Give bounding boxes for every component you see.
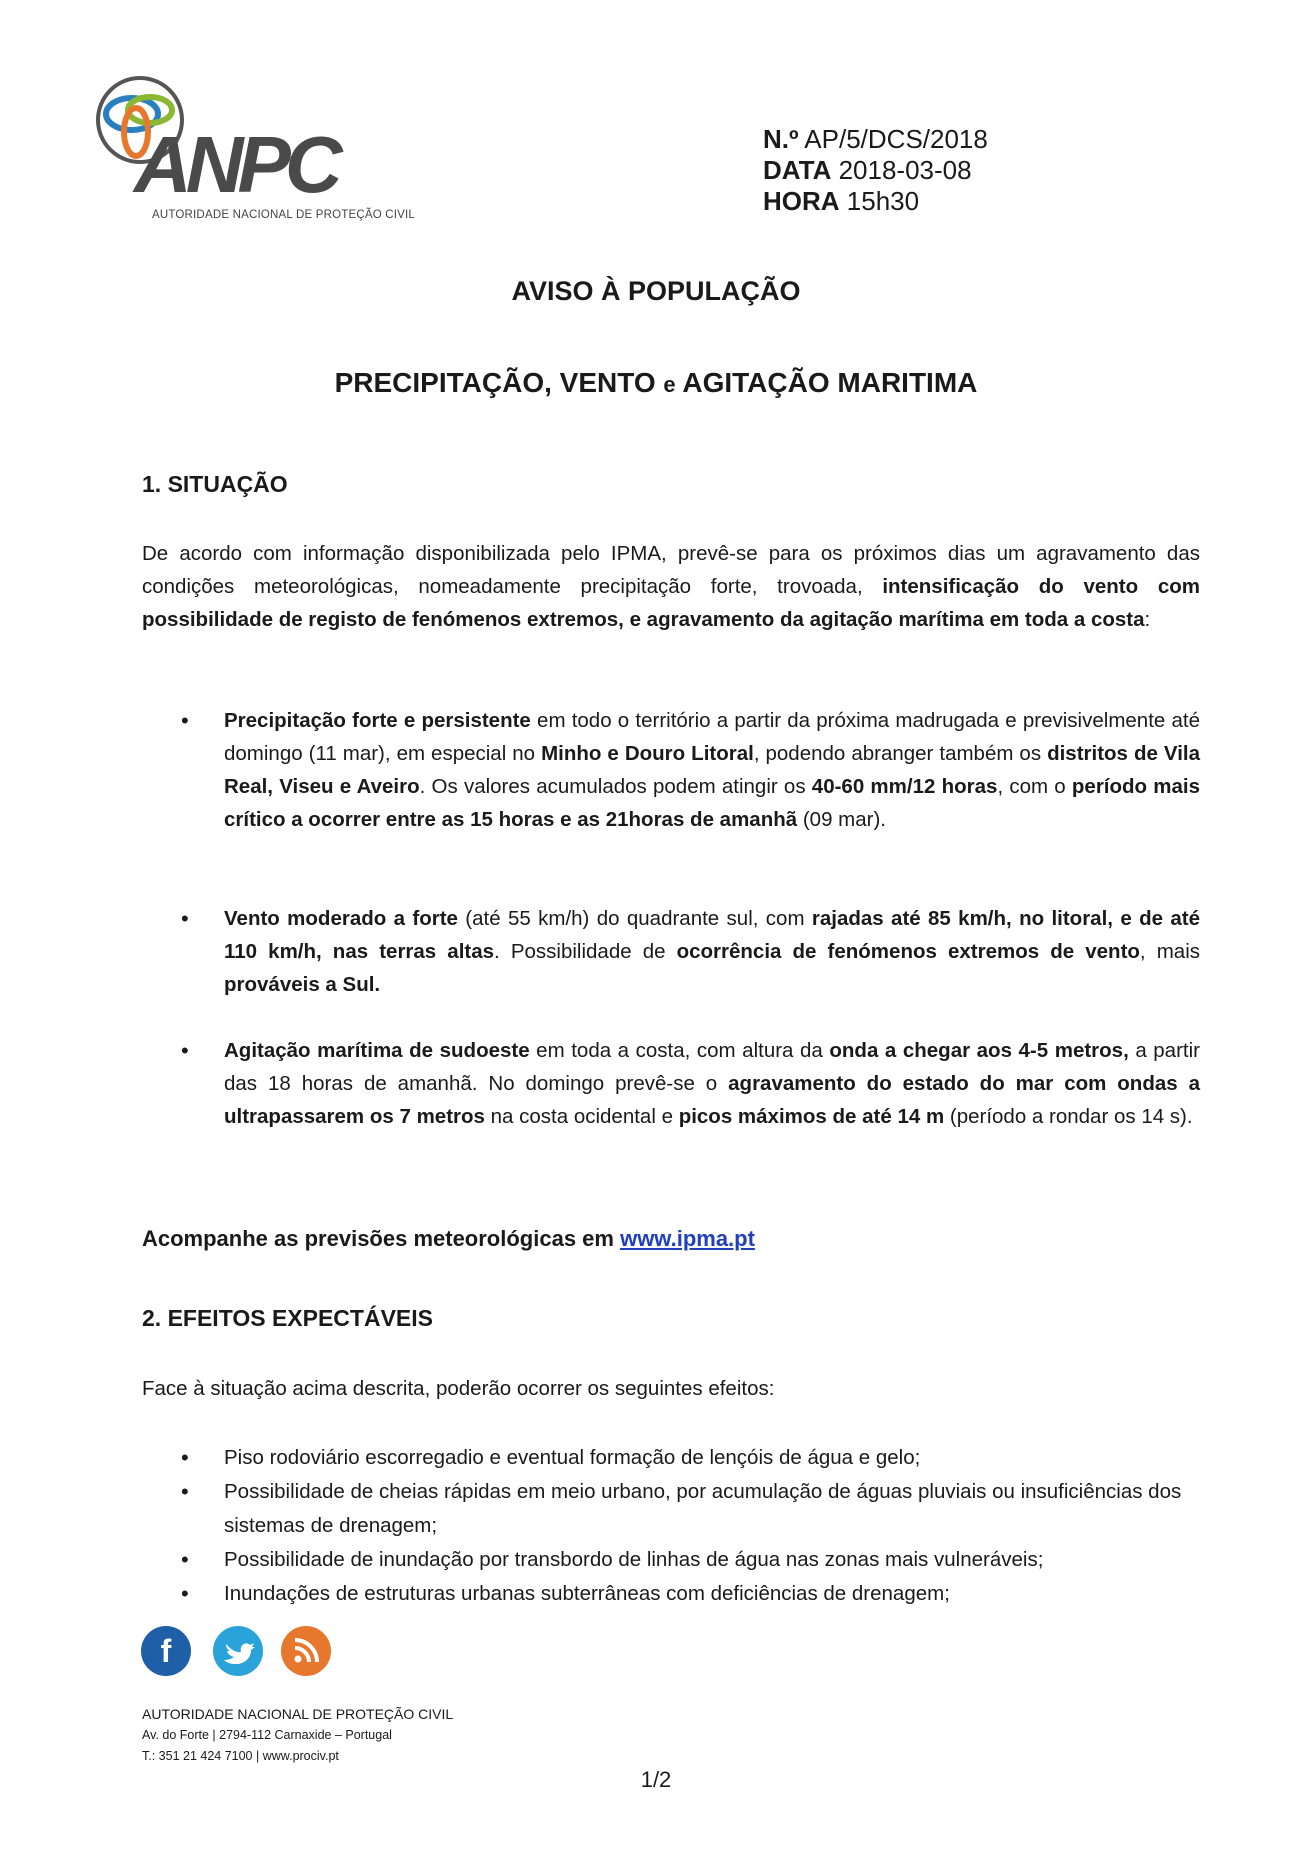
number-value: AP/5/DCS/2018 [804,124,988,154]
page-title: AVISO À POPULAÇÃO [511,276,801,306]
section-2-heading: 2. EFEITOS EXPECTÁVEIS [142,1305,433,1331]
text-run: (09 mar). [797,808,886,831]
date-label: DATA [763,155,832,185]
bold-text-run: 40-60 mm/12 horas [811,775,998,798]
svg-text:f: f [160,1633,172,1669]
list-item-text: Piso rodoviário escorregadio e eventual formação de lençóis de água e gelo; [224,1446,921,1469]
subtitle-part-2: e [663,372,676,397]
bullet-text [224,1039,1200,1128]
footer-contact: T.: 351 21 424 7100 | www.prociv.pt [142,1749,339,1763]
list-item [181,1475,1200,1543]
rss-button[interactable] [281,1626,331,1676]
list-item-text: Inundações de estruturas urbanas subterrâneas com deficiências de drenagem; [224,1582,950,1605]
bullet-dot: • [181,708,189,733]
text-run: , podendo abranger também os [753,742,1048,765]
date-value: 2018-03-08 [838,155,972,185]
text-run: (até 55 km/h) do quadrante sul, com [457,907,812,930]
bullet-text [224,709,1200,831]
bullet-dot: • [181,1547,189,1572]
time-value: 15h30 [846,186,920,216]
meta-number [763,124,988,155]
meta-time [763,186,988,217]
text-run: . Possibilidade de [494,940,677,963]
number-label: N.º [763,124,799,154]
footer-org: AUTORIDADE NACIONAL DE PROTEÇÃO CIVIL [142,1706,454,1722]
page-number: 1/2 [640,1767,672,1792]
text-run: na costa ocidental e [484,1105,679,1128]
page-footer [142,1704,453,1767]
text-run: De acordo com informação disponibilizada pelo IPMA, prevê-se para os próximos dias um agravamento das condições meteorológicas, nomeadamente precipitação forte, trovoada, [142,542,1200,598]
bold-text-run: agravamento do estado do mar com ondas a ultrapassarem os 7 metros [224,1072,1200,1128]
bold-text-run: rajadas até 85 km/h, no litoral, e de até 110 km/h, nas terras altas [224,907,1200,963]
bold-text-run: Minho e Douro Litoral [541,742,754,765]
logo-subtitle: AUTORIDADE NACIONAL DE PROTEÇÃO CIVIL [152,209,416,221]
bold-text-run: Precipitação forte e persistente [224,709,531,732]
subtitle-part-3: AGITAÇÃO MARITIMA [675,367,978,398]
text-run: em toda a costa, com altura da [529,1039,830,1062]
anpc-emblem-icon [86,76,426,206]
bullet-dot: • [181,1581,189,1606]
bold-text-run: onda a chegar aos 4-5 metros, [829,1039,1129,1062]
section-1-heading: 1. SITUAÇÃO [142,471,288,497]
facebook-icon [141,1626,191,1676]
bold-text-run: distritos de Vila Real, Viseu e Aveiro [224,742,1200,798]
list-item [181,1441,1200,1475]
bullet-text [224,907,1200,996]
list-item-text: Possibilidade de inundação por transbordo de linhas de água nas zonas mais vulneráveis; [224,1548,1044,1571]
section-2-intro: Face à situação acima descrita, poderão ocorrer os seguintes efeitos: [142,1377,775,1400]
logo-wordmark: ANPC [134,120,337,206]
text-run: a partir das 18 horas de amanhã. No domingo prevê-se o [224,1039,1200,1095]
list-item [181,1577,1200,1611]
forecast-link-line [142,1226,755,1252]
anpc-logo [86,76,426,228]
twitter-icon [213,1626,263,1676]
facebook-button[interactable] [141,1626,191,1676]
twitter-button[interactable] [213,1626,263,1676]
text-run: em todo o território a partir da próxima madrugada e previsivelmente até domingo (11 mar), em especial no [224,709,1200,765]
bullet-dot: • [181,1445,189,1470]
rss-icon [281,1626,331,1676]
follow-text: Acompanhe as previsões meteorológicas em [142,1226,621,1251]
list-item [181,1543,1200,1577]
bold-text-run: Agitação marítima de sudoeste [224,1039,530,1062]
bullet-precipitation [181,704,1200,836]
footer-address: Av. do Forte | 2794-112 Carnaxide – Portugal [142,1728,392,1742]
meta-date [763,155,988,186]
document-meta [763,124,988,217]
section-1-intro [142,537,1200,636]
list-item-text: Possibilidade de cheias rápidas em meio urbano, por acumulação de águas pluviais ou insuficiências dos sistemas de drenagem; [224,1480,1182,1537]
bullet-dot: • [181,1479,189,1504]
bold-text-run: picos máximos de até 14 m [678,1105,945,1128]
bold-text-run: ocorrência de fenómenos extremos de vento [676,940,1140,963]
text-run: , mais [1139,940,1200,963]
page-subtitle [0,367,1312,399]
bold-text-run: período mais crítico a ocorrer entre as 15 horas e as 21horas de amanhã [224,775,1200,831]
bullet-dot: • [181,1038,189,1063]
bold-text-run: prováveis a Sul. [224,973,381,996]
bullet-wind [181,902,1200,1001]
time-label: HORA [763,186,840,216]
text-run: (período a rondar os 14 s). [944,1105,1193,1128]
subtitle-part-1: PRECIPITAÇÃO, VENTO [334,367,664,398]
text-run: , com o [997,775,1072,798]
bullet-dot: • [181,906,189,931]
ipma-link[interactable]: www.ipma.pt [620,1226,755,1251]
text-run: . Os valores acumulados podem atingir os [419,775,812,798]
bullet-sea [181,1034,1200,1133]
bold-text-run: intensificação do vento com possibilidade de registo de fenómenos extremos, e agravamento da agitação marítima em toda a costa [142,575,1200,631]
text-run: : [1144,608,1151,631]
bold-text-run: Vento moderado a forte [224,907,458,930]
